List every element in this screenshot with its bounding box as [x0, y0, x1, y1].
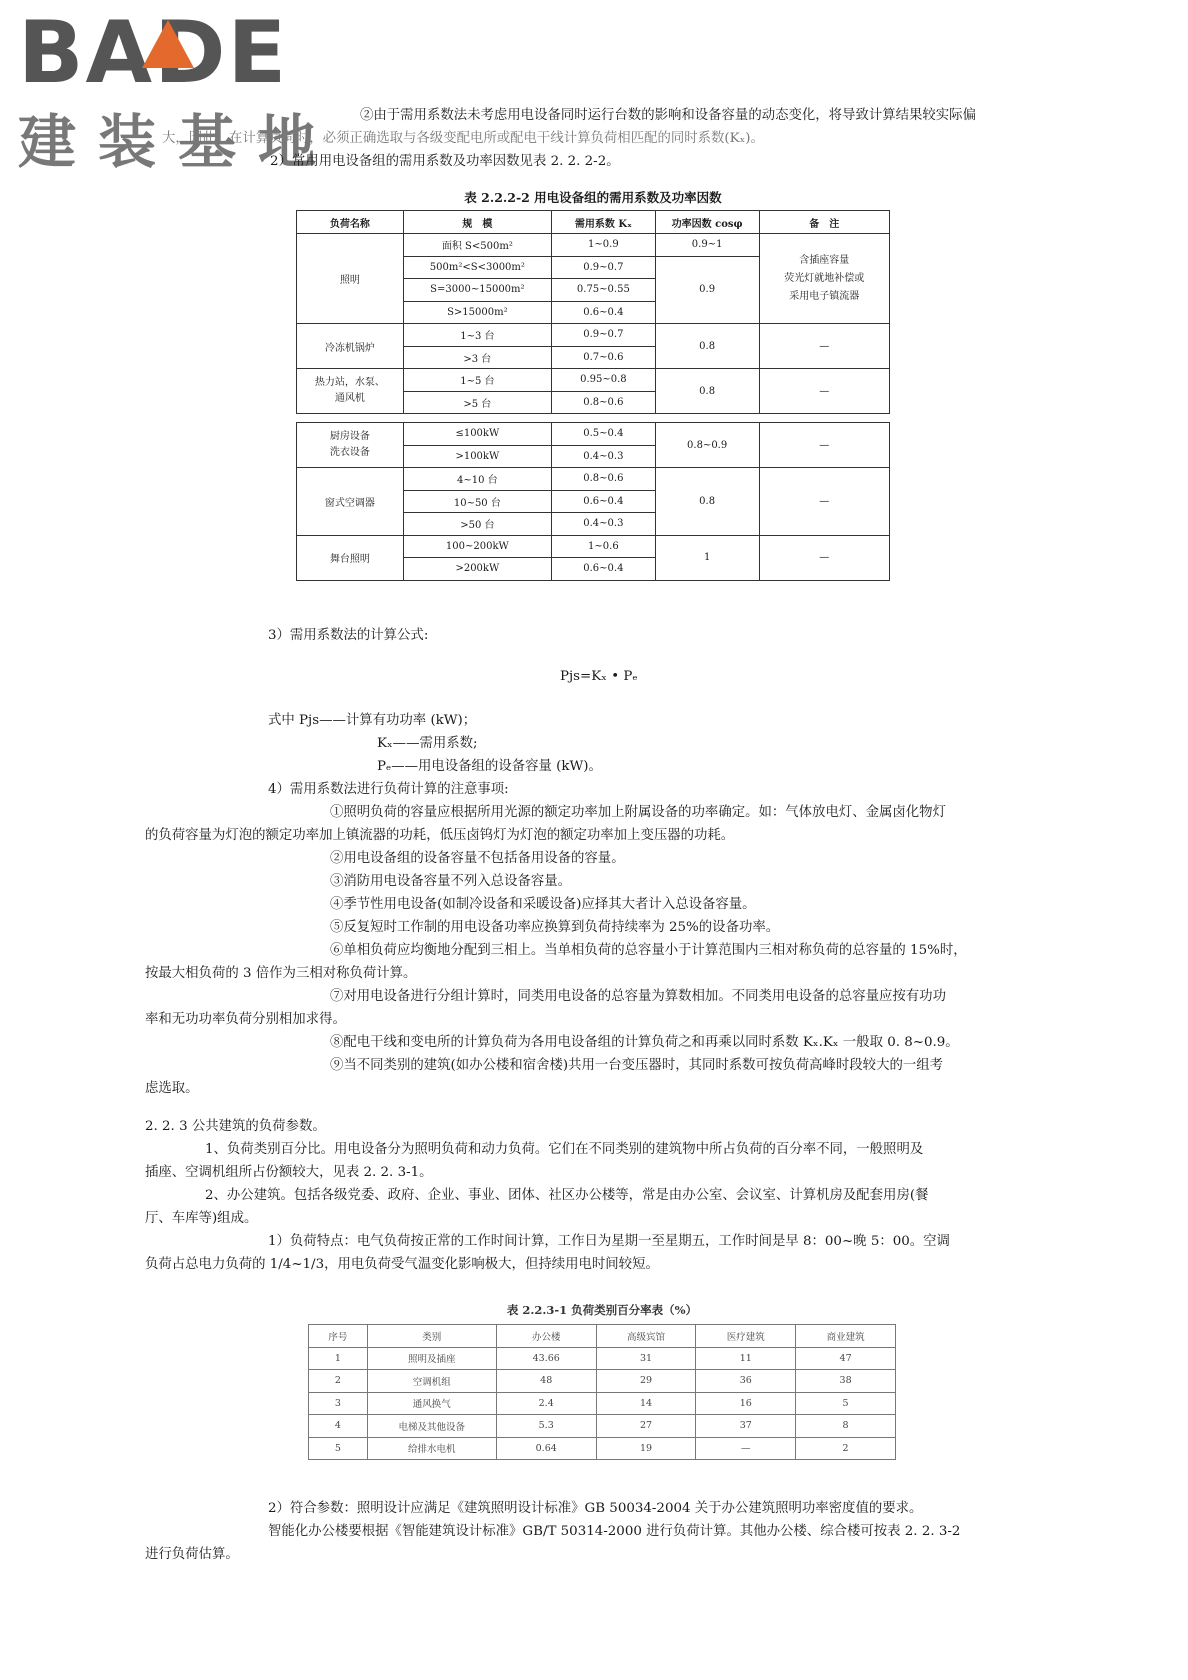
text-line: ⑥单相负荷应均衡地分配到三相上。当单相负荷的总容量小于计算范围内三相对称负荷的总容量的 15%时，	[330, 943, 967, 958]
table2-cell: 48	[496, 1370, 596, 1393]
table1-cell: >50 台	[403, 513, 551, 536]
table-row	[309, 1415, 896, 1438]
text-line: 4）需用系数法进行负荷计算的注意事项:	[268, 782, 509, 797]
table1-note-line: 采用电子镇流器	[789, 290, 860, 302]
table1-cell-line: 厨房设备	[329, 431, 370, 442]
logo-orange-triangle-icon	[142, 20, 194, 68]
text-line: 1）负荷特点：电气负荷按正常的工作时间计算，工作日为星期一至星期五，工作时间是早 8：00~晚 5：00。空调	[268, 1234, 950, 1249]
table1-cell-line: 通风机	[334, 393, 365, 404]
table1-header: 备 注	[759, 211, 889, 234]
table1-cell: 0.5~0.4	[551, 423, 655, 446]
table-row	[309, 1437, 896, 1460]
text-line: 虑选取。	[145, 1081, 199, 1096]
table1-cell: —	[759, 324, 889, 369]
text-line: 式中 Pjs——计算有功功率 (kW)；	[268, 713, 477, 728]
table2-cell: 电梯及其他设备	[367, 1415, 496, 1438]
table2-cell: 0.64	[496, 1437, 596, 1460]
text-line: 3）需用系数法的计算公式:	[268, 628, 429, 643]
table1-cell: 0.9	[655, 256, 759, 324]
text-line: ②用电设备组的设备容量不包括备用设备的容量。	[330, 851, 625, 866]
table-row	[309, 1347, 896, 1370]
table2-cell: 31	[596, 1347, 696, 1370]
table1-cell: 0.6~0.4	[551, 301, 655, 324]
table2-header: 商业建筑	[796, 1325, 896, 1348]
table1-cell: 0.8~0.6	[551, 391, 655, 414]
table1-header: 功率因数 cosφ	[655, 211, 759, 234]
table2-cell: 29	[596, 1370, 696, 1393]
table2-cell: 14	[596, 1392, 696, 1415]
text-line: Pₑ——用电设备组的设备容量 (kW)。	[377, 759, 602, 774]
table2-cell: 给排水电机	[367, 1437, 496, 1460]
logo-wordmark: BADE	[18, 3, 289, 103]
table1-cell: 100~200kW	[403, 535, 551, 558]
table2-cell: 5	[309, 1437, 368, 1460]
table1-cell: 0.4~0.3	[551, 445, 655, 468]
table1-cell: >200kW	[403, 558, 551, 581]
table-row	[309, 1370, 896, 1393]
table1-cell: S>15000m²	[403, 301, 551, 324]
table2-header: 序号	[309, 1325, 368, 1348]
table2-cell: 4	[309, 1415, 368, 1438]
text-line: ②由于需用系数法未考虑用电设备同时运行台数的影响和设备容量的动态变化，将导致计算结果较实际偏	[360, 108, 976, 123]
text-line: 2）符合参数：照明设计应满足《建筑照明设计标准》GB 50034-2004 关于办公建筑照明功率密度值的要求。	[268, 1501, 923, 1516]
table1-cell: ≤100kW	[403, 423, 551, 446]
table2-cell: 16	[696, 1392, 796, 1415]
table1-cell: 0.8	[655, 369, 759, 414]
text-line: ⑧配电干线和变电所的计算负荷为各用电设备组的计算负荷之和再乘以同时系数 Kₓ.Kₓ 一般取 0. 8~0.9。	[330, 1035, 959, 1050]
table2-cell: 11	[696, 1347, 796, 1370]
table1-cell: 0.7~0.6	[551, 346, 655, 369]
table1-cell: 1~0.9	[551, 234, 655, 257]
table1-cell: 0.9~0.7	[551, 324, 655, 347]
table2-cell: 37	[696, 1415, 796, 1438]
table1-cell: 0.8~0.9	[655, 423, 759, 468]
table1-cell: 照明	[297, 234, 404, 324]
text-line: ④季节性用电设备(如制冷设备和采暖设备)应择其大者计入总设备容量。	[330, 897, 756, 912]
table1-cell: 0.95~0.8	[551, 369, 655, 392]
table1-cell: S=3000~15000m²	[403, 279, 551, 302]
text-line: ①照明负荷的容量应根据所用光源的额定功率加上附属设备的功率确定。如：气体放电灯、金属卤化物灯	[330, 805, 946, 820]
table2-header: 高级宾馆	[596, 1325, 696, 1348]
table2-cell: 8	[796, 1415, 896, 1438]
table1-cell-note	[759, 234, 889, 324]
text-line: 按最大相负荷的 3 倍作为三相对称负荷计算。	[145, 966, 417, 981]
table1-cell: 0.8~0.6	[551, 468, 655, 491]
table-row	[309, 1392, 896, 1415]
text-line: 2、办公建筑。包括各级党委、政府、企业、事业、团体、社区办公楼等，常是由办公室、会议室、计算机房及配套用房(餐	[205, 1188, 929, 1203]
text-line: 1、负荷类别百分比。用电设备分为照明负荷和动力负荷。它们在不同类别的建筑物中所占负荷的百分率不同，一般照明及	[205, 1142, 924, 1157]
text-line: 智能化办公楼要根据《智能建筑设计标准》GB/T 50314-2000 进行负荷计算。其他办公楼、综合楼可按表 2. 2. 3-2	[268, 1524, 961, 1539]
table1-caption: 表 2.2.2-2 用电设备组的需用系数及功率因数	[464, 190, 722, 205]
table2-cell: 43.66	[496, 1347, 596, 1370]
table2-cell: 2.4	[496, 1392, 596, 1415]
table1-cell: 1~3 台	[403, 324, 551, 347]
table2-cell: 5.3	[496, 1415, 596, 1438]
text-line: ⑦对用电设备进行分组计算时，同类用电设备的总容量为算数相加。不同类用电设备的总容量应按有功功	[330, 989, 946, 1004]
table1-note-line: 荧光灯就地补偿或	[784, 272, 865, 284]
text-line: 率和无功功率负荷分别相加求得。	[145, 1012, 346, 1027]
table2-cell: —	[696, 1437, 796, 1460]
text-line: ③消防用电设备容量不列入总设备容量。	[330, 874, 572, 889]
table1-cell	[297, 423, 404, 468]
table2-cell: 1	[309, 1347, 368, 1370]
table1-cell: —	[759, 468, 889, 536]
table2-cell: 空调机组	[367, 1370, 496, 1393]
table1-cell: 4~10 台	[403, 468, 551, 491]
section-heading: 2. 2. 3 公共建筑的负荷参数。	[145, 1119, 326, 1134]
table1-header: 需用系数 Kₓ	[551, 211, 655, 234]
table1-cell: 0.6~0.4	[551, 558, 655, 581]
table2-cell: 38	[796, 1370, 896, 1393]
table1-header: 负荷名称	[297, 211, 404, 234]
logo-chinese-text: 建装基地	[18, 108, 339, 176]
table2-cell: 3	[309, 1392, 368, 1415]
load-percentage-table	[308, 1324, 896, 1460]
table2-caption: 表 2.2.3-1 负荷类别百分率表（%）	[506, 1303, 698, 1317]
table2-cell: 47	[796, 1347, 896, 1370]
table1-cell: >3 台	[403, 346, 551, 369]
text-line: 厅、车库等)组成。	[145, 1211, 258, 1226]
table1-cell: 10~50 台	[403, 490, 551, 513]
table1-cell: >5 台	[403, 391, 551, 414]
table1-cell: 1~0.6	[551, 535, 655, 558]
table1-cell: 面积 S<500m²	[403, 234, 551, 257]
table2-header: 类别	[367, 1325, 496, 1348]
table1-cell: 1	[655, 535, 759, 580]
table1-note-line: 含插座容量	[799, 254, 850, 266]
table1-cell: 0.75~0.55	[551, 279, 655, 302]
table1-cell: —	[759, 369, 889, 414]
table2-cell: 27	[596, 1415, 696, 1438]
table2-cell: 2	[796, 1437, 896, 1460]
table1-cell: 0.9~0.7	[551, 256, 655, 279]
text-line: 的负荷容量为灯泡的额定功率加上镇流器的功耗，低压卤钨灯为灯泡的额定功率加上变压器的功耗。	[145, 828, 735, 843]
table1-cell-line: 洗衣设备	[329, 447, 370, 458]
table2-cell: 5	[796, 1392, 896, 1415]
table2-cell: 19	[596, 1437, 696, 1460]
text-line: 负荷占总电力负荷的 1/4~1/3，用电负荷受气温变化影响极大，但持续用电时间较短。	[145, 1257, 659, 1272]
table1-cell: 舞台照明	[297, 535, 404, 580]
table1-header: 规 模	[403, 211, 551, 234]
table1-cell: 0.4~0.3	[551, 513, 655, 536]
table2-cell: 36	[696, 1370, 796, 1393]
formula: Pjs=Kₓ • Pₑ	[560, 669, 638, 684]
text-line: 插座、空调机组所占份额较大，见表 2. 2. 3-1。	[145, 1165, 433, 1180]
text-line: 大，因此，在计算负荷时，必须正确选取与各级变配电所或配电干线计算负荷相匹配的同时系数(Kₓ)。	[162, 131, 764, 146]
table1-cell: 500m²<S<3000m²	[403, 256, 551, 279]
text-line: 2）常用用电设备组的需用系数及功率因数见表 2. 2. 2-2。	[270, 154, 620, 169]
table1-cell: 0.8	[655, 324, 759, 369]
table1-cell: 0.6~0.4	[551, 490, 655, 513]
table1-cell: 0.8	[655, 468, 759, 536]
table1-cell: 窗式空调器	[297, 468, 404, 536]
table1-gap	[297, 414, 890, 423]
text-line: ⑨当不同类别的建筑(如办公楼和宿舍楼)共用一台变压器时，其同时系数可按负荷高峰时段较大的一组考	[330, 1058, 944, 1073]
table1-cell: 1~5 台	[403, 369, 551, 392]
table1-cell-line: 热力站，水泵、	[314, 377, 385, 388]
demand-coefficient-table	[296, 210, 890, 581]
text-line: Kₓ——需用系数;	[377, 736, 478, 751]
table1-cell: —	[759, 423, 889, 468]
table1-cell	[297, 369, 404, 414]
table1-cell: >100kW	[403, 445, 551, 468]
text-line: ⑤反复短时工作制的用电设备功率应换算到负荷持续率为 25%的设备功率。	[330, 920, 780, 935]
table2-header: 办公楼	[496, 1325, 596, 1348]
table1-cell: —	[759, 535, 889, 580]
table2-cell: 通风换气	[367, 1392, 496, 1415]
table2-cell: 照明及插座	[367, 1347, 496, 1370]
table2-header: 医疗建筑	[696, 1325, 796, 1348]
table2-cell: 2	[309, 1370, 368, 1393]
text-line: 进行负荷估算。	[145, 1547, 239, 1562]
table1-cell: 冷冻机锅炉	[297, 324, 404, 369]
table1-cell: 0.9~1	[655, 234, 759, 257]
